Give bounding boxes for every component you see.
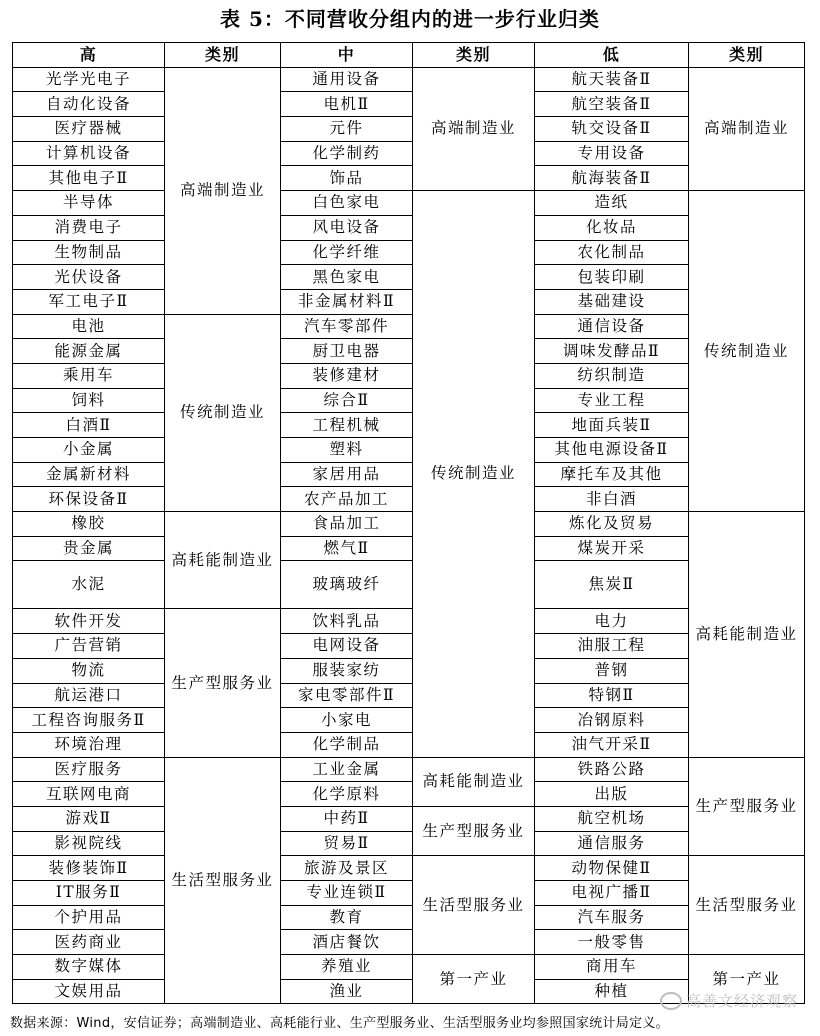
low-cell: 普钢 [535, 658, 689, 683]
low-category-cell: 高耗能制造业 [689, 512, 805, 758]
high-cell: 医疗器械 [13, 117, 165, 142]
mid-cell: 非金属材料Ⅱ [281, 289, 413, 314]
low-cell: 纺织制造 [535, 363, 689, 388]
mid-cell: 饮料乳品 [281, 609, 413, 634]
high-cell: 白酒Ⅱ [13, 413, 165, 438]
mid-cell: 中药Ⅱ [281, 806, 413, 831]
high-cell: 消费电子 [13, 215, 165, 240]
header-high-category: 类别 [165, 43, 281, 68]
header-mid: 中 [281, 43, 413, 68]
high-cell: 乘用车 [13, 363, 165, 388]
high-category-cell: 传统制造业 [165, 314, 281, 512]
mid-category-cell: 高端制造业 [413, 67, 535, 190]
high-cell: 其他电子Ⅱ [13, 166, 165, 191]
watermark-text: 高善文经济观察 [685, 992, 798, 1010]
header-low-category: 类别 [689, 43, 805, 68]
table-row [13, 881, 805, 906]
mid-cell: 专业连锁Ⅱ [281, 881, 413, 906]
high-cell: 数字媒体 [13, 955, 165, 980]
low-cell: 航空装备Ⅱ [535, 92, 689, 117]
header-low: 低 [535, 43, 689, 68]
high-cell: 军工电子Ⅱ [13, 289, 165, 314]
table-row [13, 930, 805, 955]
low-cell: 农化制品 [535, 240, 689, 265]
table-row [13, 955, 805, 980]
table-row [13, 757, 805, 782]
high-cell: 广告营销 [13, 634, 165, 659]
low-cell: 非白酒 [535, 487, 689, 512]
low-cell: 航空机场 [535, 806, 689, 831]
mid-cell: 农产品加工 [281, 487, 413, 512]
high-cell: 光学光电子 [13, 67, 165, 92]
table-row [13, 658, 805, 683]
table-row [13, 732, 805, 757]
table-row [13, 609, 805, 634]
table-row [13, 166, 805, 191]
table-row [13, 191, 805, 216]
low-cell: 特钢Ⅱ [535, 683, 689, 708]
high-cell: 工程咨询服务Ⅱ [13, 708, 165, 733]
table-row [13, 117, 805, 142]
table-row [13, 289, 805, 314]
mid-cell: 教育 [281, 905, 413, 930]
low-cell: 专业工程 [535, 388, 689, 413]
low-cell: 铁路公路 [535, 757, 689, 782]
mid-category-cell: 高耗能制造业 [413, 757, 535, 806]
high-cell: 航运港口 [13, 683, 165, 708]
high-cell: 影视院线 [13, 831, 165, 856]
low-cell: 油气开采Ⅱ [535, 732, 689, 757]
table-row [13, 782, 805, 807]
low-cell: 出版 [535, 782, 689, 807]
low-cell: 冶钢原料 [535, 708, 689, 733]
low-cell: 一般零售 [535, 930, 689, 955]
low-cell: 种植 [535, 979, 689, 1004]
high-cell: 医疗服务 [13, 757, 165, 782]
mid-cell: 化学纤维 [281, 240, 413, 265]
table-row [13, 683, 805, 708]
table-row [13, 215, 805, 240]
table-row [13, 634, 805, 659]
table-row [13, 67, 805, 92]
high-cell: 装修装饰Ⅱ [13, 856, 165, 881]
mid-cell: 元件 [281, 117, 413, 142]
low-category-cell: 生活型服务业 [689, 856, 805, 955]
table-row [13, 512, 805, 537]
high-cell: 光伏设备 [13, 265, 165, 290]
low-cell: 航海装备Ⅱ [535, 166, 689, 191]
mid-cell: 通用设备 [281, 67, 413, 92]
mid-cell: 旅游及景区 [281, 856, 413, 881]
mid-category-cell: 传统制造业 [413, 191, 535, 757]
mid-category-cell: 第一产业 [413, 955, 535, 1004]
low-cell: 油服工程 [535, 634, 689, 659]
low-cell: 造纸 [535, 191, 689, 216]
mid-cell: 化学原料 [281, 782, 413, 807]
table-row [13, 413, 805, 438]
mid-cell: 饰品 [281, 166, 413, 191]
low-cell: 焦炭Ⅱ [535, 561, 689, 609]
high-cell: 贵金属 [13, 536, 165, 561]
high-cell: 金属新材料 [13, 462, 165, 487]
mid-cell: 综合Ⅱ [281, 388, 413, 413]
wechat-icon [660, 992, 682, 1010]
low-cell: 专用设备 [535, 141, 689, 166]
mid-cell: 装修建材 [281, 363, 413, 388]
table-row [13, 92, 805, 117]
source-note: 数据来源：Wind，安信证券；高端制造业、高耗能行业、生产型服务业、生活型服务业均参照国家统计局定义。 [10, 1016, 669, 1031]
table-row [13, 438, 805, 463]
table-row [13, 462, 805, 487]
table-row [13, 487, 805, 512]
low-cell: 化妆品 [535, 215, 689, 240]
low-category-cell: 第一产业 [689, 955, 805, 1004]
watermark [660, 990, 798, 1011]
low-cell: 电力 [535, 609, 689, 634]
low-cell: 煤炭开采 [535, 536, 689, 561]
high-cell: 游戏Ⅱ [13, 806, 165, 831]
low-category-cell: 传统制造业 [689, 191, 805, 512]
high-cell: 半导体 [13, 191, 165, 216]
low-cell: 商用车 [535, 955, 689, 980]
mid-cell: 工业金属 [281, 757, 413, 782]
high-cell: 环保设备Ⅱ [13, 487, 165, 512]
mid-cell: 燃气Ⅱ [281, 536, 413, 561]
mid-cell: 电机Ⅱ [281, 92, 413, 117]
high-cell: 自动化设备 [13, 92, 165, 117]
low-cell: 电视广播Ⅱ [535, 881, 689, 906]
mid-cell: 白色家电 [281, 191, 413, 216]
high-cell: 电池 [13, 314, 165, 339]
high-cell: 计算机设备 [13, 141, 165, 166]
table-row [13, 265, 805, 290]
low-cell: 包装印刷 [535, 265, 689, 290]
mid-cell: 渔业 [281, 979, 413, 1004]
high-category-cell: 高耗能制造业 [165, 512, 281, 609]
mid-cell: 厨卫电器 [281, 339, 413, 364]
mid-cell: 电网设备 [281, 634, 413, 659]
mid-cell: 化学制药 [281, 141, 413, 166]
mid-cell: 黑色家电 [281, 265, 413, 290]
table-title: 表 5：不同营收分组内的进一步行业归类 [220, 7, 600, 31]
mid-cell: 塑料 [281, 438, 413, 463]
table-row [13, 363, 805, 388]
high-category-cell: 高端制造业 [165, 67, 281, 314]
low-cell: 航天装备Ⅱ [535, 67, 689, 92]
table-row [13, 536, 805, 561]
high-cell: 水泥 [13, 561, 165, 609]
table-row [13, 905, 805, 930]
low-category-cell: 高端制造业 [689, 67, 805, 190]
mid-cell: 食品加工 [281, 512, 413, 537]
industry-classification-table [12, 42, 805, 1004]
high-cell: 软件开发 [13, 609, 165, 634]
table-row [13, 708, 805, 733]
table-row [13, 141, 805, 166]
header-row [13, 43, 805, 68]
mid-cell: 化学制品 [281, 732, 413, 757]
low-cell: 地面兵装Ⅱ [535, 413, 689, 438]
mid-cell: 贸易Ⅱ [281, 831, 413, 856]
high-cell: 物流 [13, 658, 165, 683]
high-cell: 能源金属 [13, 339, 165, 364]
high-cell: 饲料 [13, 388, 165, 413]
high-cell: 互联网电商 [13, 782, 165, 807]
low-cell: 动物保健Ⅱ [535, 856, 689, 881]
low-category-cell: 生产型服务业 [689, 757, 805, 856]
low-cell: 调味发酵品Ⅱ [535, 339, 689, 364]
mid-category-cell: 生产型服务业 [413, 806, 535, 855]
mid-cell: 家居用品 [281, 462, 413, 487]
mid-cell: 汽车零部件 [281, 314, 413, 339]
table-row [13, 856, 805, 881]
low-cell: 轨交设备Ⅱ [535, 117, 689, 142]
high-cell: IT服务Ⅱ [13, 881, 165, 906]
mid-cell: 养殖业 [281, 955, 413, 980]
mid-cell: 服装家纺 [281, 658, 413, 683]
low-cell: 摩托车及其他 [535, 462, 689, 487]
table-row [13, 831, 805, 856]
low-cell: 其他电源设备Ⅱ [535, 438, 689, 463]
mid-cell: 玻璃玻纤 [281, 561, 413, 609]
high-cell: 小金属 [13, 438, 165, 463]
table-row [13, 388, 805, 413]
table-row [13, 314, 805, 339]
high-cell: 橡胶 [13, 512, 165, 537]
high-category-cell: 生产型服务业 [165, 609, 281, 757]
table-row [13, 240, 805, 265]
high-cell: 文娱用品 [13, 979, 165, 1004]
low-cell: 炼化及贸易 [535, 512, 689, 537]
low-cell: 通信服务 [535, 831, 689, 856]
table-row [13, 339, 805, 364]
high-category-cell: 生活型服务业 [165, 757, 281, 1004]
mid-category-cell: 生活型服务业 [413, 856, 535, 955]
mid-cell: 小家电 [281, 708, 413, 733]
header-high: 高 [13, 43, 165, 68]
low-cell: 通信设备 [535, 314, 689, 339]
high-cell: 个护用品 [13, 905, 165, 930]
header-mid-category: 类别 [413, 43, 535, 68]
mid-cell: 酒店餐饮 [281, 930, 413, 955]
table-row [13, 561, 805, 609]
table-row [13, 806, 805, 831]
high-cell: 环境治理 [13, 732, 165, 757]
low-cell: 汽车服务 [535, 905, 689, 930]
mid-cell: 风电设备 [281, 215, 413, 240]
high-cell: 医药商业 [13, 930, 165, 955]
high-cell: 生物制品 [13, 240, 165, 265]
mid-cell: 家电零部件Ⅱ [281, 683, 413, 708]
low-cell: 基础建设 [535, 289, 689, 314]
mid-cell: 工程机械 [281, 413, 413, 438]
